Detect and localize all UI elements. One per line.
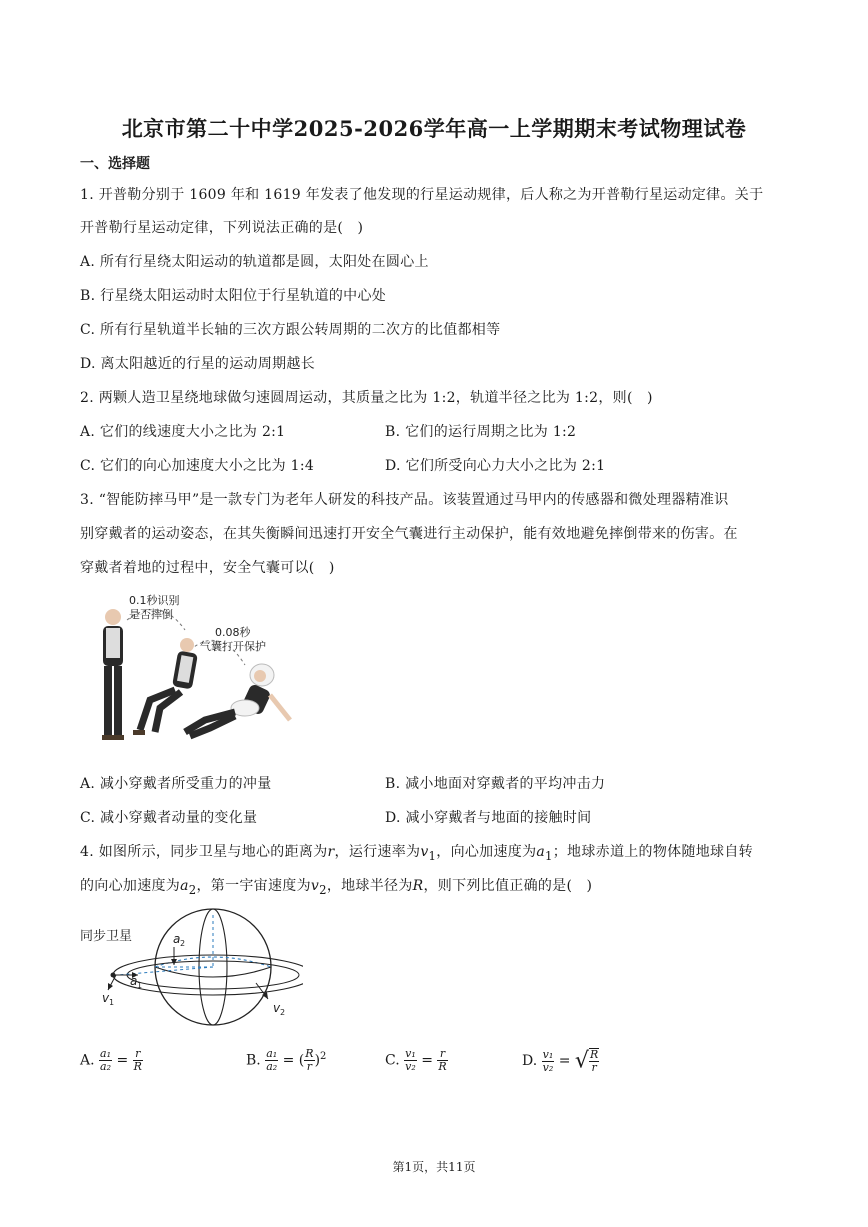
q3-stem-line2: 别穿戴者的运动姿态，在其失衡瞬间迅速打开安全气囊进行主动保护，能有效地避免摔倒带来的伤害。在: [80, 526, 738, 542]
q2-option-b[interactable]: B. 它们的运行周期之比为 1:2: [385, 424, 577, 440]
fig-label-airbag-time: 0.08秒: [215, 626, 251, 639]
satellite-point: [111, 973, 116, 978]
q4-stem-line2: 的向心加速度为$a_2$，第一宇宙速度为$v_2$，地球半径为R，则下列比值正确的是( ): [80, 878, 593, 897]
q1-option-a[interactable]: A. 所有行星绕太阳运动的轨道都是圆，太阳处在圆心上: [80, 254, 429, 270]
fig-label-detect-desc: 是否摔倒: [129, 608, 173, 621]
svg-text:2: 2: [280, 1008, 286, 1017]
svg-text:1: 1: [137, 981, 143, 990]
fig-label-satellite: 同步卫星: [80, 929, 133, 944]
standing-person-figure: [102, 609, 124, 740]
q1-option-c[interactable]: C. 所有行星轨道半长轴的三次方跟公转周期的二次方的比值都相等: [80, 322, 501, 338]
fall-protection-figure: [95, 590, 310, 750]
q2-option-a[interactable]: A. 它们的线速度大小之比为 2:1: [80, 424, 286, 440]
document-title: 北京市第二十中学2025-2026学年高一上学期期末考试物理试卷: [121, 116, 747, 141]
fig-label-v1: v: [102, 991, 110, 1005]
q3-option-c[interactable]: C. 减小穿戴者动量的变化量: [80, 810, 258, 826]
q2-option-c[interactable]: C. 它们的向心加速度大小之比为 1:4: [80, 458, 315, 474]
q4-stem-line1: 4. 如图所示，同步卫星与地心的距离为r，运行速率为$v_1$，向心加速度为$a_1$；地球赤道上的物体随地球自转: [80, 844, 753, 863]
fig-label-a2: a: [173, 932, 181, 946]
q1-stem-line2: 开普勒行星运动定律，下列说法正确的是( ): [80, 220, 364, 236]
fig-label-a1: a: [130, 974, 138, 988]
fig-label-detect-time: 0.1秒识别: [129, 594, 180, 607]
satellite-orbit-figure: [78, 905, 303, 1030]
q1-option-b[interactable]: B. 行星绕太阳运动时太阳位于行星轨道的中心处: [80, 288, 387, 304]
q3-option-a[interactable]: A. 减小穿戴者所受重力的冲量: [80, 776, 272, 792]
q4-option-a[interactable]: A. $\frac{\text{a₁}}{\text{a₂}}$ = $\frac{r}{R}$: [80, 1047, 142, 1073]
q3-option-b[interactable]: B. 减小地面对穿戴者的平均冲击力: [385, 776, 606, 792]
q4-option-b[interactable]: B. $\frac{\text{a₁}}{\text{a₂}}$ = ( $\frac{R}{r}$ )$^2$: [246, 1047, 327, 1073]
q1-stem-line1: 1. 开普勒分别于 1609 年和 1619 年发表了他发现的行星运动规律，后人称之为开普勒行星运动定律。关于: [80, 187, 764, 203]
grounded-person-with-airbag-figure: [185, 664, 290, 736]
falling-person-figure: [133, 638, 198, 735]
q3-stem-line1: 3. “智能防摔马甲”是一款专门为老年人研发的科技产品。该装置通过马甲内的传感器和微处理器精准识: [80, 492, 729, 508]
svg-text:1: 1: [109, 998, 115, 1007]
q2-stem-line1: 2. 两颗人造卫星绕地球做匀速圆周运动，其质量之比为 1:2，轨道半径之比为 1:2，则( ): [80, 390, 653, 406]
q1-option-d[interactable]: D. 离太阳越近的行星的运动周期越长: [80, 356, 316, 372]
q3-stem-line3: 穿戴者着地的过程中，安全气囊可以( ): [80, 560, 335, 576]
q2-option-d[interactable]: D. 它们所受向心力大小之比为 2:1: [385, 458, 606, 474]
section-heading: 一、选择题: [80, 156, 150, 172]
q3-option-d[interactable]: D. 减小穿戴者与地面的接触时间: [385, 810, 592, 826]
sqrt-sign: √: [574, 1048, 589, 1074]
q4-option-c[interactable]: C. $\frac{\text{v₁}}{\text{v₂}}$ = $\frac{r}{R}$: [385, 1047, 447, 1073]
page-footer: 第1页，共11页: [392, 1160, 476, 1174]
svg-text:2: 2: [180, 939, 186, 948]
q4-option-d[interactable]: D. $\frac{\text{v₁}}{\text{v₂}}$ = √ $\frac{R}{r}$: [522, 1047, 599, 1074]
fig-label-v2: v: [273, 1001, 281, 1015]
fig-label-airbag-desc: 气囊打开保护: [200, 640, 266, 653]
